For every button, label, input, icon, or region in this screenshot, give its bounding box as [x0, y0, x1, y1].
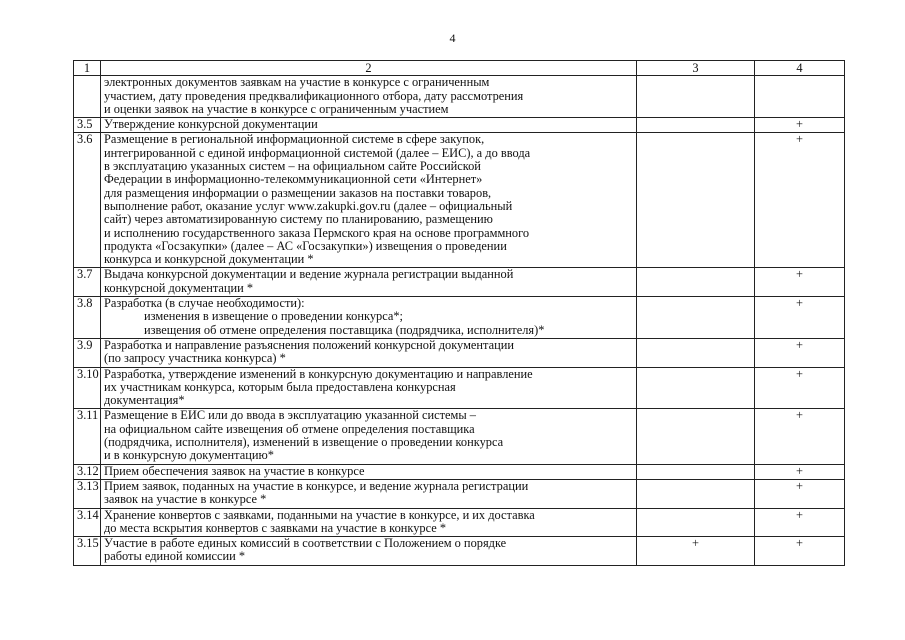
table-header-row — [74, 61, 845, 76]
description-line: Утверждение конкурсной документации — [104, 117, 318, 132]
page-number: 4 — [449, 31, 456, 45]
description-line: работы единой комиссии * — [104, 549, 246, 564]
column-3-mark — [637, 118, 755, 133]
column-4-mark: + — [755, 537, 845, 566]
row-description — [101, 118, 637, 133]
column-3-mark: + — [637, 537, 755, 566]
table-row — [74, 367, 845, 409]
column-3-mark — [637, 367, 755, 409]
description-line: и в конкурсную документацию* — [104, 448, 274, 463]
column-3-mark — [637, 268, 755, 297]
description-line: Прием заявок, поданных на участие в конкурсе, и ведение журнала регистрации — [104, 478, 529, 493]
table-row — [74, 409, 845, 464]
row-description — [101, 268, 637, 297]
description-line: Хранение конвертов с заявками, поданными на участие в конкурсе, и их доставка — [104, 507, 535, 522]
description-line: на официальном сайте извещения об отмене определения поставщика — [104, 421, 475, 436]
column-4-mark: + — [755, 479, 845, 508]
column-4-mark: + — [755, 297, 845, 339]
row-description — [101, 409, 637, 464]
table-row — [74, 76, 845, 118]
row-number: 3.5 — [74, 118, 101, 133]
row-number: 3.11 — [74, 409, 101, 464]
column-4-mark: + — [755, 268, 845, 297]
column-3-mark — [637, 409, 755, 464]
column-4-mark: + — [755, 409, 845, 464]
description-line: Размещение в ЕИС или до ввода в эксплуатацию указанной системы – — [104, 408, 476, 423]
column-4-mark — [755, 76, 845, 118]
description-line: Выдача конкурсной документации и ведение журнала регистрации выданной — [104, 267, 514, 282]
table-row — [74, 508, 845, 537]
description-line: интегрированной с единой информационной системой (далее – ЕИС), а до ввода — [104, 145, 531, 160]
row-description — [101, 133, 637, 268]
row-number: 3.7 — [74, 268, 101, 297]
row-description — [101, 297, 637, 339]
column-3-mark — [637, 76, 755, 118]
description-line: выполнение работ, оказание услуг www.zakupki.gov.ru (далее – официальный — [104, 198, 513, 213]
description-line: Разработка, утверждение изменений в конкурсную документацию и направление — [104, 366, 533, 381]
row-number: 3.14 — [74, 508, 101, 537]
description-line: электронных документов заявкам на участие в конкурсе с ограниченным — [104, 75, 490, 90]
column-header-4: 4 — [755, 61, 845, 76]
description-line: для размещения информации о размещении заказов на поставки товаров, — [104, 185, 492, 200]
description-line: конкурса и конкурсной документации * — [104, 252, 314, 267]
description-line: до места вскрытия конвертов с заявками на участие в конкурсе * — [104, 520, 447, 535]
column-3-mark — [637, 338, 755, 367]
row-number: 3.6 — [74, 133, 101, 268]
row-description — [101, 76, 637, 118]
row-description — [101, 367, 637, 409]
column-3-mark — [637, 297, 755, 339]
description-subitem: извещения об отмене определения поставщика (подрядчика, исполнителя)* — [144, 322, 545, 337]
table-row — [74, 479, 845, 508]
row-number: 3.12 — [74, 464, 101, 479]
description-line: Прием обеспечения заявок на участие в конкурсе — [104, 463, 365, 478]
table-row — [74, 338, 845, 367]
column-4-mark: + — [755, 133, 845, 268]
row-description — [101, 464, 637, 479]
column-header-2: 2 — [101, 61, 637, 76]
table-row — [74, 118, 845, 133]
column-4-mark: + — [755, 508, 845, 537]
description-subitem: изменения в извещение о проведении конкурса*; — [144, 309, 403, 324]
table-row — [74, 537, 845, 566]
description-line: Разработка (в случае необходимости): — [104, 296, 305, 311]
description-line: (подрядчика, исполнителя), изменений в извещение о проведении конкурса — [104, 435, 504, 450]
description-line: конкурсной документации * — [104, 280, 254, 295]
description-line: их участникам конкурса, которым была предоставлена конкурсная — [104, 379, 456, 394]
description-line: участием, дату проведения предквалификационного отбора, дату рассмотрения — [104, 88, 524, 103]
table-row — [74, 297, 845, 339]
column-header-1: 1 — [74, 61, 101, 76]
column-3-mark — [637, 479, 755, 508]
description-line: (по запросу участника конкурса) * — [104, 351, 286, 366]
description-line: и оценки заявок на участие в конкурсе с ограниченным участием — [104, 101, 449, 116]
table-row — [74, 133, 845, 268]
procedure-table — [73, 60, 845, 566]
row-number: 3.15 — [74, 537, 101, 566]
table-row — [74, 268, 845, 297]
column-4-mark: + — [755, 367, 845, 409]
column-4-mark: + — [755, 464, 845, 479]
table-row — [74, 464, 845, 479]
row-number: 3.8 — [74, 297, 101, 339]
column-4-mark: + — [755, 338, 845, 367]
row-description — [101, 508, 637, 537]
row-number: 3.13 — [74, 479, 101, 508]
description-line: Участие в работе единых комиссий в соответствии с Положением о порядке — [104, 536, 507, 551]
description-line: и исполнению государственного заказа Пермского края на основе программного — [104, 225, 530, 240]
row-number: 3.9 — [74, 338, 101, 367]
description-line: продукта «Госзакупки» (далее – АС «Госзакупки») извещения о проведении — [104, 238, 507, 253]
description-line: в эксплуатацию указанных систем – на официальном сайте Российской — [104, 159, 481, 174]
description-line: Размещение в региональной информационной системе в сфере закупок, — [104, 132, 485, 147]
description-line: документация* — [104, 393, 185, 408]
column-4-mark: + — [755, 118, 845, 133]
row-description — [101, 338, 637, 367]
column-3-mark — [637, 133, 755, 268]
description-line: Разработка и направление разъяснения положений конкурсной документации — [104, 337, 515, 352]
row-description — [101, 537, 637, 566]
table-body — [74, 76, 845, 565]
row-number: 3.10 — [74, 367, 101, 409]
row-number — [74, 76, 101, 118]
description-line: сайт) через автоматизированную систему по планированию, размещению — [104, 212, 493, 227]
column-3-mark — [637, 464, 755, 479]
column-header-3: 3 — [637, 61, 755, 76]
description-line: Федерации в информационно-телекоммуникационной сети «Интернет» — [104, 172, 483, 187]
row-description — [101, 479, 637, 508]
description-line: заявок на участие в конкурсе * — [104, 492, 267, 507]
column-3-mark — [637, 508, 755, 537]
